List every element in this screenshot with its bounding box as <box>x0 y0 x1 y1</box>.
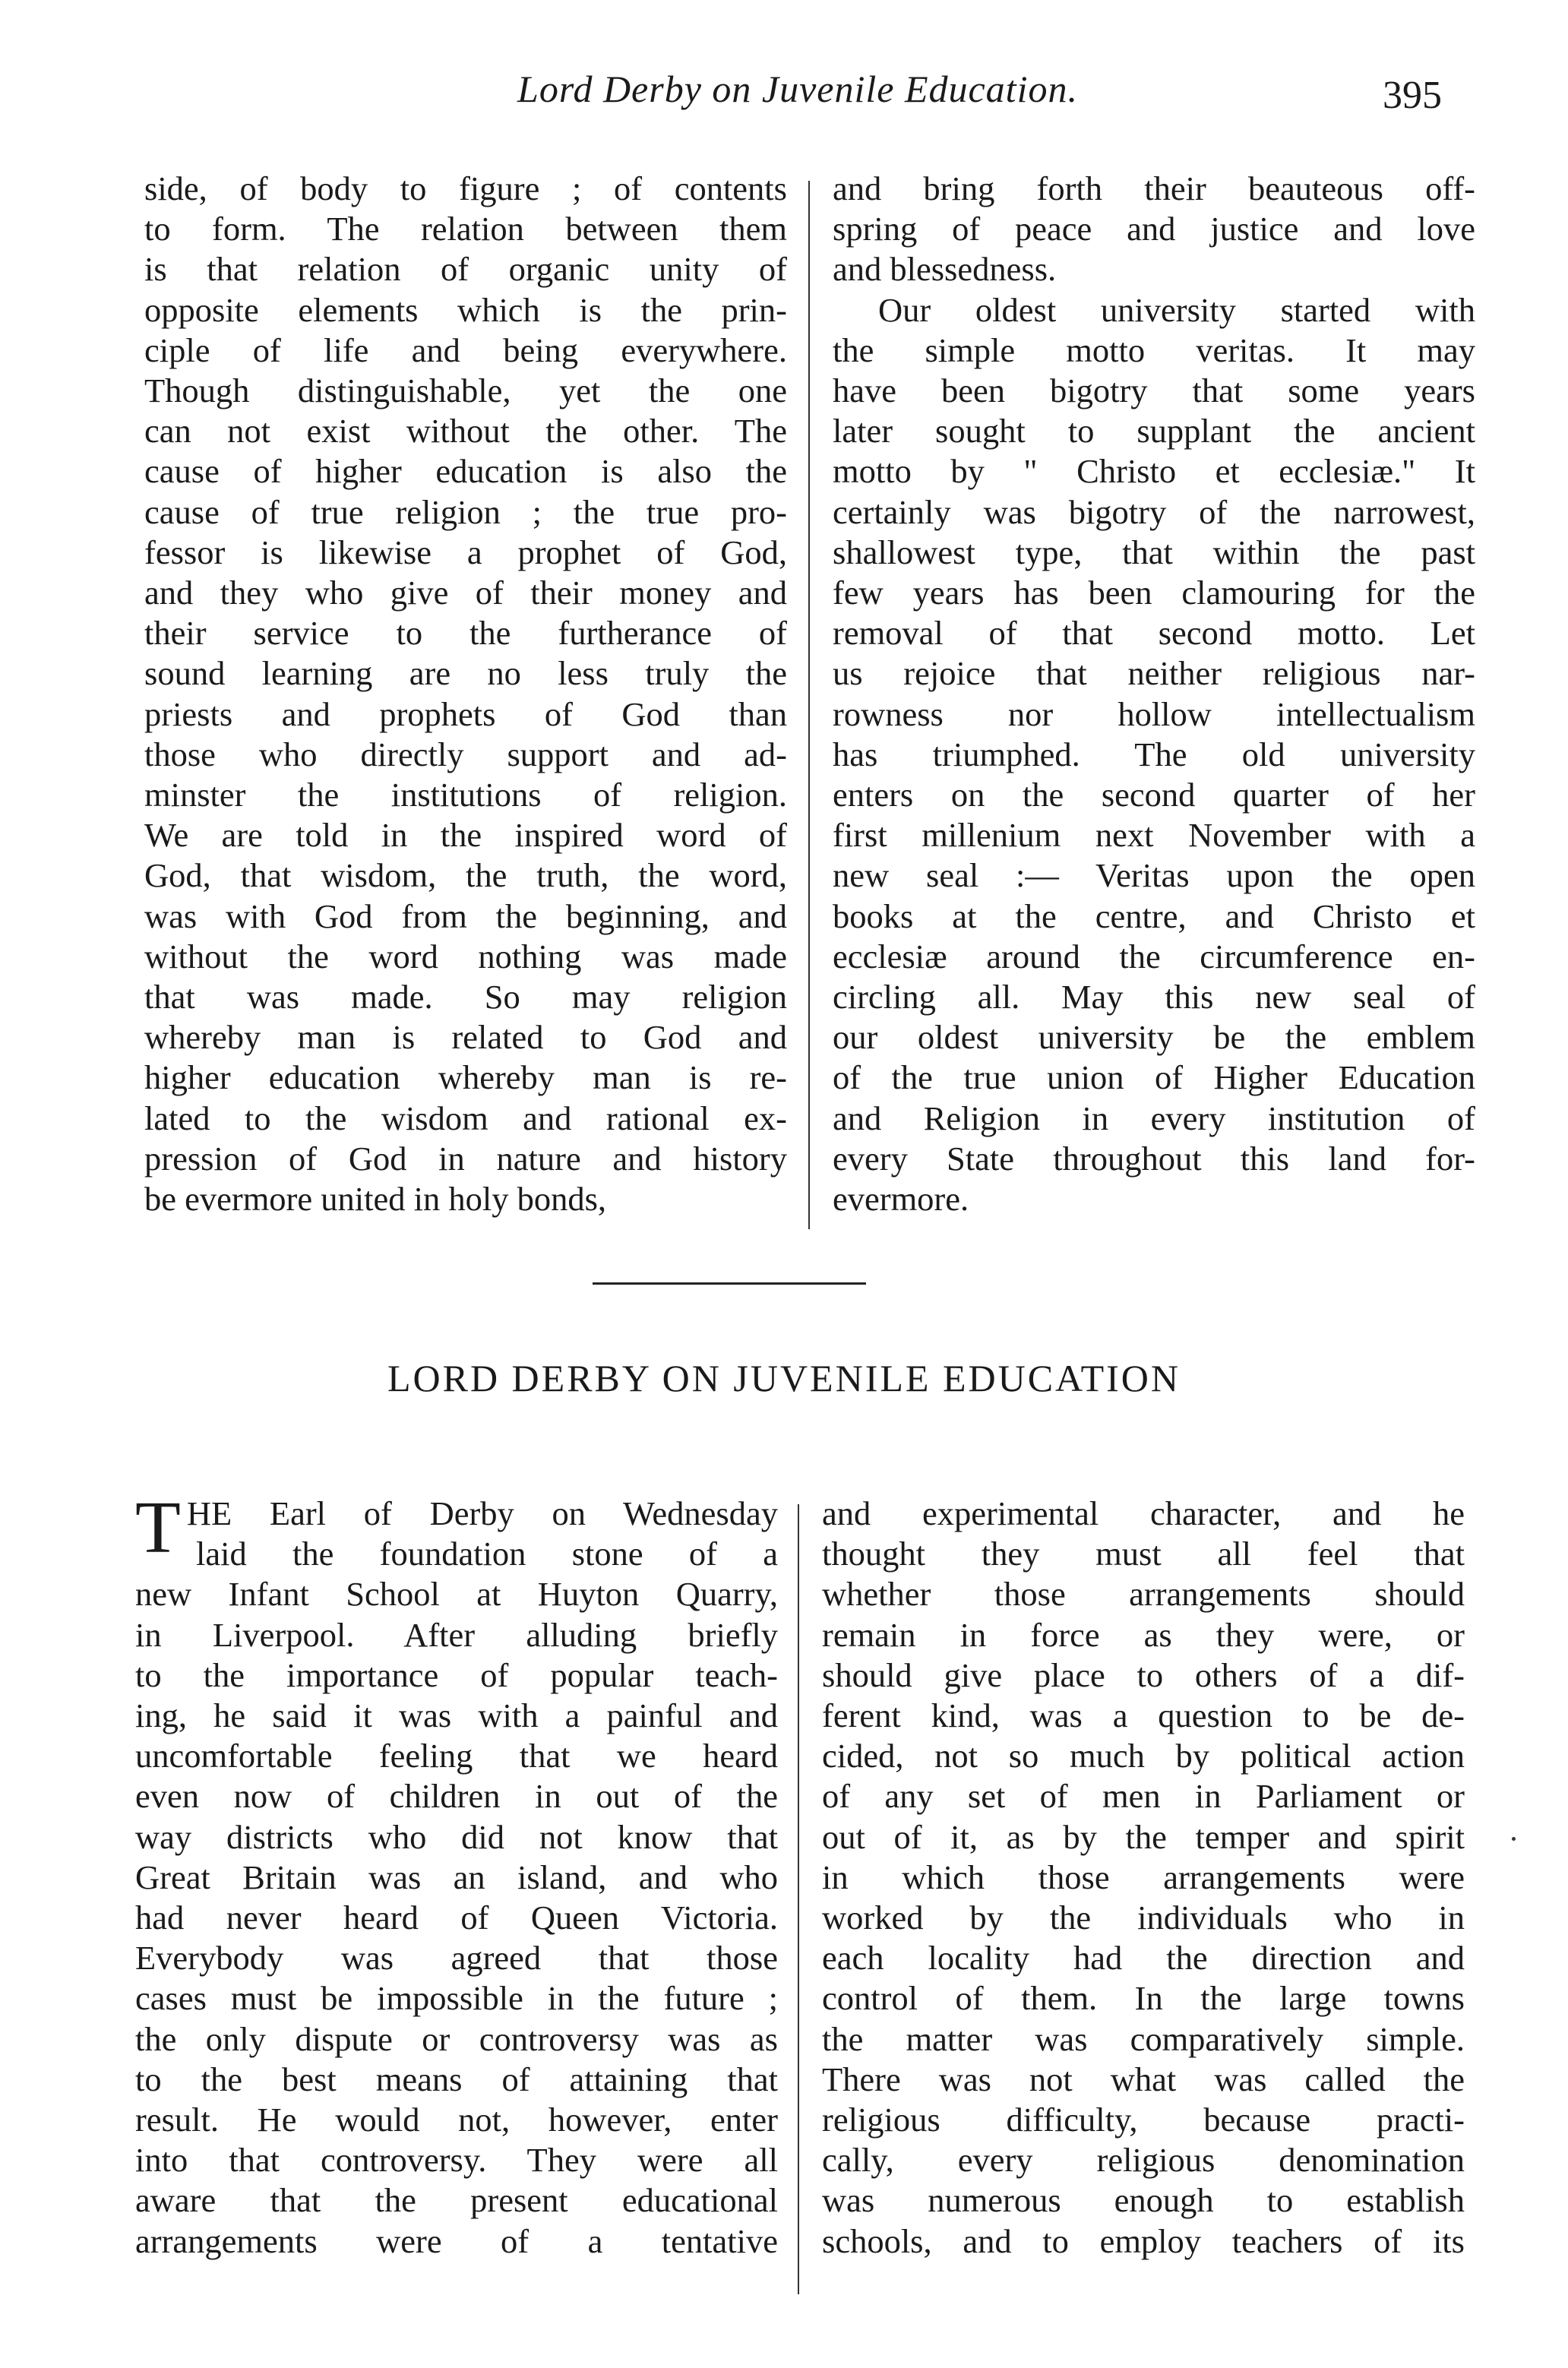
text-line: our oldest university be the emblem <box>833 1018 1475 1057</box>
text-line: ing, he said it was with a painful and <box>135 1696 778 1735</box>
text-line: opposite elements which is the prin- <box>144 290 787 329</box>
text-line: ciple of life and being everywhere. <box>144 330 787 369</box>
text-line: and they who give of their money and <box>144 574 787 612</box>
text-line: priests and prophets of God than <box>144 694 787 733</box>
text-line: control of them. In the large towns <box>822 1979 1465 2018</box>
text-line: arrangements were of a tentative <box>135 2221 778 2260</box>
text-line: whether those arrangements should <box>822 1575 1465 1614</box>
text-line: God, that wisdom, the truth, the word, <box>144 856 787 895</box>
text-line: uncomfortable feeling that we heard <box>135 1737 778 1775</box>
text-line: and experimental character, and he <box>822 1494 1465 1532</box>
text-line: was with God from the beginning, and <box>144 896 787 935</box>
text-line: that was made. So may religion <box>144 978 787 1016</box>
text-line: in Liverpool. After alluding briefly <box>135 1615 778 1654</box>
text-line: pression of God in nature and history <box>144 1139 787 1178</box>
text-line: new Infant School at Huyton Quarry, <box>135 1575 778 1614</box>
text-line: Great Britain was an island, and who <box>135 1857 778 1896</box>
text-line: every State throughout this land for- <box>833 1139 1475 1178</box>
text-line: fessor is likewise a prophet of God, <box>144 533 787 571</box>
bottom-right-column <box>822 1494 1465 2262</box>
text-line: ecclesiæ around the circumference en- <box>833 937 1475 975</box>
text-line: of the true union of Higher Education <box>833 1058 1475 1097</box>
text-line: their service to the furtherance of <box>144 614 787 653</box>
text-line: There was not what was called the <box>822 2060 1465 2098</box>
text-line: is that relation of organic unity of <box>144 250 787 289</box>
text-line: the matter was comparatively simple. <box>822 2019 1465 2058</box>
text-line: have been bigotry that some years <box>833 371 1475 410</box>
text-line: rowness nor hollow intellectualism <box>833 694 1475 733</box>
text-line: cause of true religion ; the true pro- <box>144 492 787 531</box>
text-line: has triumphed. The old university <box>833 735 1475 773</box>
text-line: enters on the second quarter of her <box>833 776 1475 814</box>
text-line: be evermore united in holy bonds, <box>144 1180 607 1219</box>
bottom-left-column <box>135 1487 778 2262</box>
text-line: cally, every religious denomination <box>822 2141 1465 2180</box>
text-line: ferent kind, was a question to be de- <box>822 1696 1465 1735</box>
section-divider <box>593 1282 866 1285</box>
text-line: us rejoice that neither religious nar- <box>833 654 1475 693</box>
text-line: first millenium next November with a <box>833 816 1475 855</box>
text-line: into that controversy. They were all <box>135 2141 778 2180</box>
column-divider-top <box>808 181 810 1229</box>
text-line: Everybody was agreed that those <box>135 1939 778 1978</box>
column-divider-bottom <box>798 1504 799 2294</box>
text-line: each locality had the direction and <box>822 1939 1465 1978</box>
text-line: side, of body to figure ; of contents <box>144 169 787 207</box>
text-line: and Religion in every institution of <box>833 1099 1475 1137</box>
text-line: Our oldest university started with <box>878 290 1475 329</box>
text-line: to the importance of popular teach- <box>135 1655 778 1694</box>
text-line: remain in force as they were, or <box>822 1615 1465 1654</box>
text-line: was numerous enough to establish <box>822 2181 1465 2220</box>
text-line: whereby man is related to God and <box>144 1018 787 1057</box>
running-title: Lord Derby on Juvenile Education. <box>517 68 1078 110</box>
text-line: new seal :— Veritas upon the open <box>833 856 1475 895</box>
text-line: even now of children in out of the <box>135 1777 778 1816</box>
text-line: books at the centre, and Christo et <box>833 896 1475 935</box>
text-line: can not exist without the other. The <box>144 412 787 451</box>
text-line: worked by the individuals who in <box>822 1899 1465 1937</box>
text-line: higher education whereby man is re- <box>144 1058 787 1097</box>
text-line: later sought to supplant the ancient <box>833 412 1475 451</box>
text-line: result. He would not, however, enter <box>135 2101 778 2139</box>
text-line: should give place to others of a dif- <box>822 1655 1465 1694</box>
top-left-column <box>144 169 787 1219</box>
text-line: cided, not so much by political action <box>822 1737 1465 1775</box>
text-line: and bring forth their beauteous off- <box>833 169 1475 207</box>
text-line: without the word nothing was made <box>144 937 787 975</box>
text-line: circling all. May this new seal of <box>833 978 1475 1016</box>
text-line: had never heard of Queen Victoria. <box>135 1899 778 1937</box>
text-line: way districts who did not know that <box>135 1817 778 1856</box>
text-line: the only dispute or controversy was as <box>135 2019 778 2058</box>
text-line: few years has been clamouring for the <box>833 574 1475 612</box>
text-line: those who directly support and ad- <box>144 735 787 773</box>
text-line: laid the foundation stone of a <box>196 1535 778 1573</box>
text-line: schools, and to employ teachers of its <box>822 2221 1465 2260</box>
text-line: the simple motto veritas. It may <box>833 330 1475 369</box>
text-line: evermore. <box>833 1180 969 1219</box>
top-right-column <box>833 169 1475 1219</box>
text-line: certainly was bigotry of the narrowest, <box>833 492 1475 531</box>
text-line: spring of peace and justice and love <box>833 210 1475 248</box>
text-line: motto by " Christo et ecclesiæ." It <box>833 452 1475 491</box>
text-line: to form. The relation between them <box>144 210 787 248</box>
text-line: and blessedness. <box>833 250 1057 289</box>
text-line: Though distinguishable, yet the one <box>144 371 787 410</box>
text-line: out of it, as by the temper and spirit <box>822 1817 1465 1856</box>
text-line: in which those arrangements were <box>822 1857 1465 1896</box>
section-title: LORD DERBY ON JUVENILE EDUCATION <box>387 1357 1181 1399</box>
text-line: sound learning are no less truly the <box>144 654 787 693</box>
text-line: thought they must all feel that <box>822 1535 1465 1573</box>
text-line: to the best means of attaining that <box>135 2060 778 2098</box>
text-line: cases must be impossible in the future ; <box>135 1979 778 2018</box>
page-number: 395 <box>1383 74 1442 117</box>
text-line: removal of that second motto. Let <box>833 614 1475 653</box>
text-line: HE Earl of Derby on Wednesday <box>186 1494 778 1532</box>
text-line: aware that the present educational <box>135 2181 778 2220</box>
text-line: We are told in the inspired word of <box>144 816 787 855</box>
text-line: of any set of men in Parliament or <box>822 1777 1465 1816</box>
text-line: minster the institutions of religion. <box>144 776 787 814</box>
text-line: lated to the wisdom and rational ex- <box>144 1099 787 1137</box>
text-line: cause of higher education is also the <box>144 452 787 491</box>
stray-ink-dot <box>1512 1837 1516 1841</box>
text-line: shallowest type, that within the past <box>833 533 1475 571</box>
text-line: religious difficulty, because practi- <box>822 2101 1465 2139</box>
drop-cap: T <box>135 1487 181 1569</box>
running-head <box>0 67 1568 128</box>
